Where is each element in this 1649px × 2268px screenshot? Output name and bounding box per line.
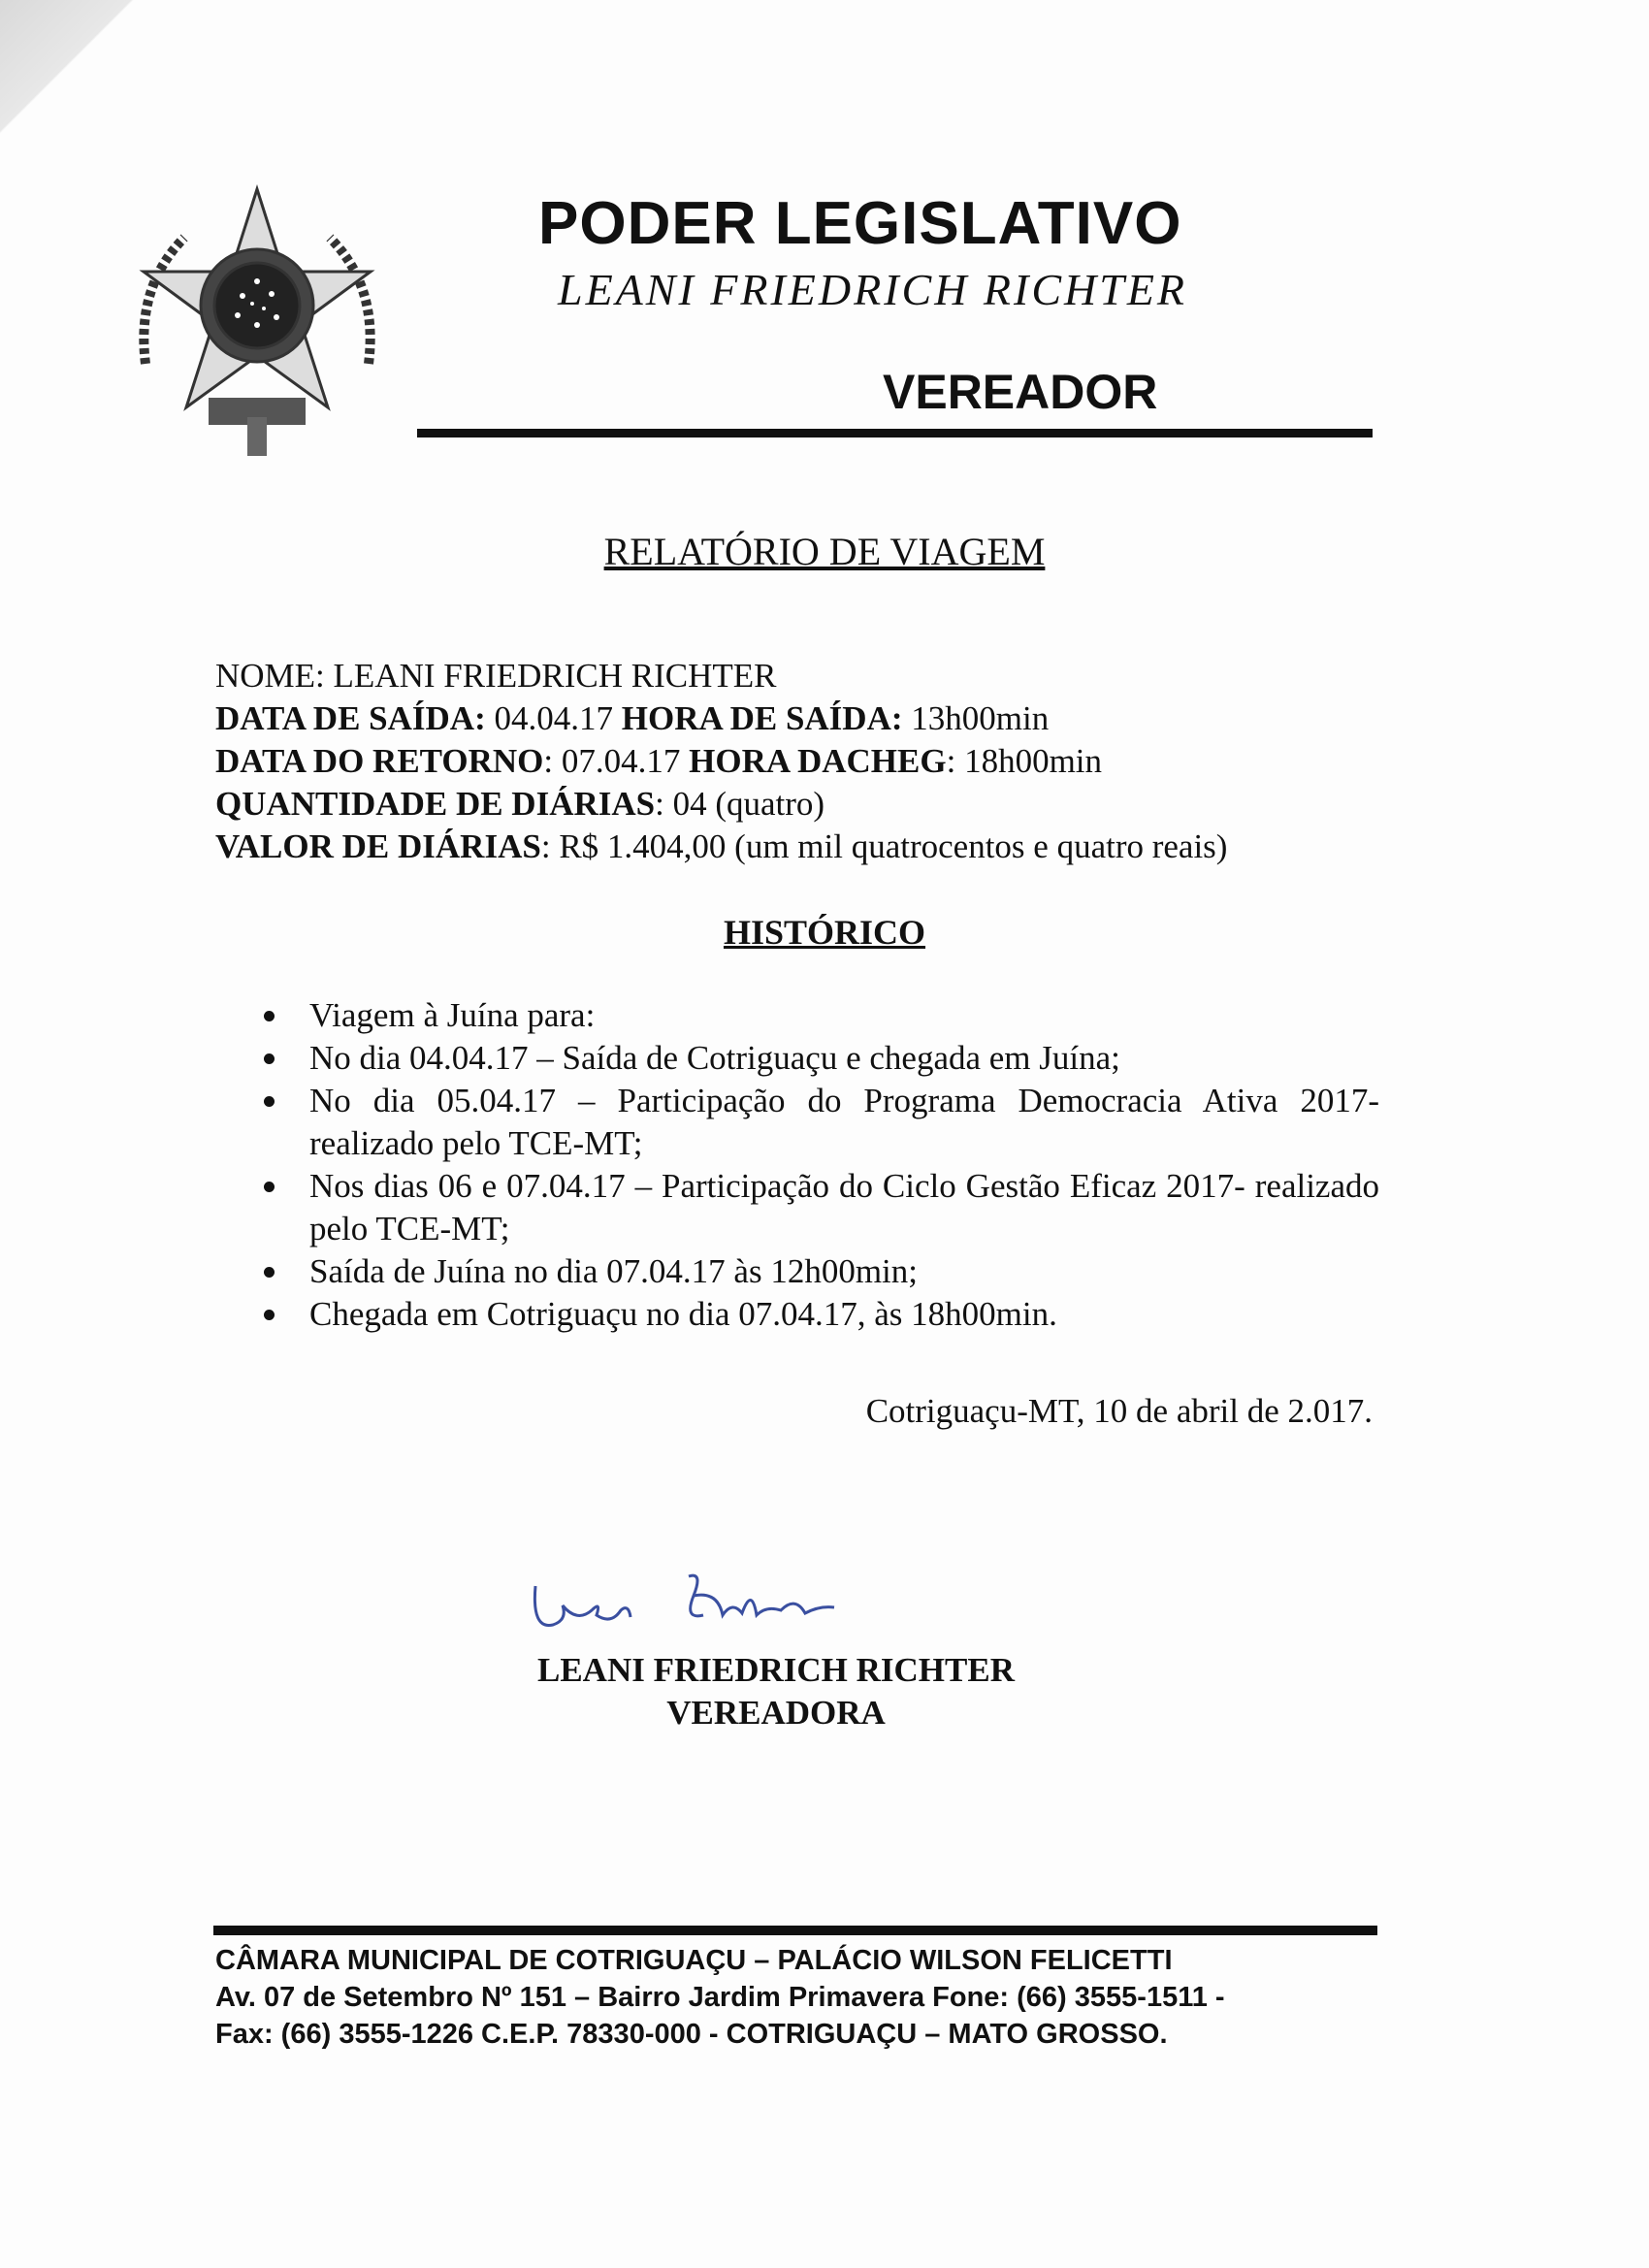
list-item: No dia 04.04.17 – Saída de Cotriguaçu e chegada em Juína; [262, 1037, 1379, 1080]
footer-line: CÂMARA MUNICIPAL DE COTRIGUAÇU – PALÁCIO WILSON FELICETTI [215, 1945, 1173, 1976]
list-item: Nos dias 06 e 07.04.17 – Participação do Ciclo Gestão Eficaz 2017- realizado pelo TCE-MT; [262, 1165, 1379, 1250]
signature [524, 1557, 854, 1644]
signer-role: VEREADORA [666, 1694, 886, 1732]
historico-list [262, 994, 1379, 1336]
field-nome: NOME: LEANI FRIEDRICH RICHTER [215, 657, 777, 695]
place-date: Cotriguaçu-MT, 10 de abril de 2.017. [865, 1392, 1373, 1430]
list-item: Chegada em Cotriguaçu no dia 07.04.17, às 18h00min. [262, 1293, 1379, 1336]
field-saida: DATA DE SAÍDA: 04.04.17 HORA DE SAÍDA: 13h00min [215, 699, 1050, 737]
header-divider [417, 429, 1373, 437]
report-title: RELATÓRIO DE VIAGEM [603, 530, 1046, 573]
field-quantidade-diarias: QUANTIDADE DE DIÁRIAS: 04 (quatro) [215, 785, 825, 823]
signer-name: LEANI FRIEDRICH RICHTER [536, 1651, 1016, 1689]
list-item: Saída de Juína no dia 07.04.17 às 12h00min; [262, 1250, 1379, 1293]
footer-line: Av. 07 de Setembro Nº 151 – Bairro Jardim Primavera Fone: (66) 3555-1511 - [215, 1982, 1225, 2013]
footer-divider [213, 1926, 1377, 1935]
header-name: LEANI FRIEDRICH RICHTER [558, 265, 1188, 314]
historico-title: HISTÓRICO [723, 913, 926, 952]
footer-line: Fax: (66) 3555-1226 C.E.P. 78330-000 - COTRIGUAÇU – MATO GROSSO. [215, 2019, 1168, 2050]
torn-corner [0, 0, 146, 146]
report-fields [215, 655, 1227, 868]
signer-block [0, 1649, 1552, 1734]
field-retorno: DATA DO RETORNO: 07.04.17 HORA DACHEG: 18h00min [215, 742, 1103, 780]
page-title: PODER LEGISLATIVO [538, 190, 1182, 257]
coat-of-arms-icon [116, 170, 398, 461]
header-role: VEREADOR [883, 365, 1158, 419]
list-item: Viagem à Juína para: [262, 994, 1379, 1037]
list-item: No dia 05.04.17 – Participação do Programa Democracia Ativa 2017- realizado pelo TCE-MT; [262, 1080, 1379, 1165]
footer [215, 1942, 1379, 2053]
field-valor-diarias: VALOR DE DIÁRIAS: R$ 1.404,00 (um mil quatrocentos e quatro reais) [215, 827, 1228, 865]
